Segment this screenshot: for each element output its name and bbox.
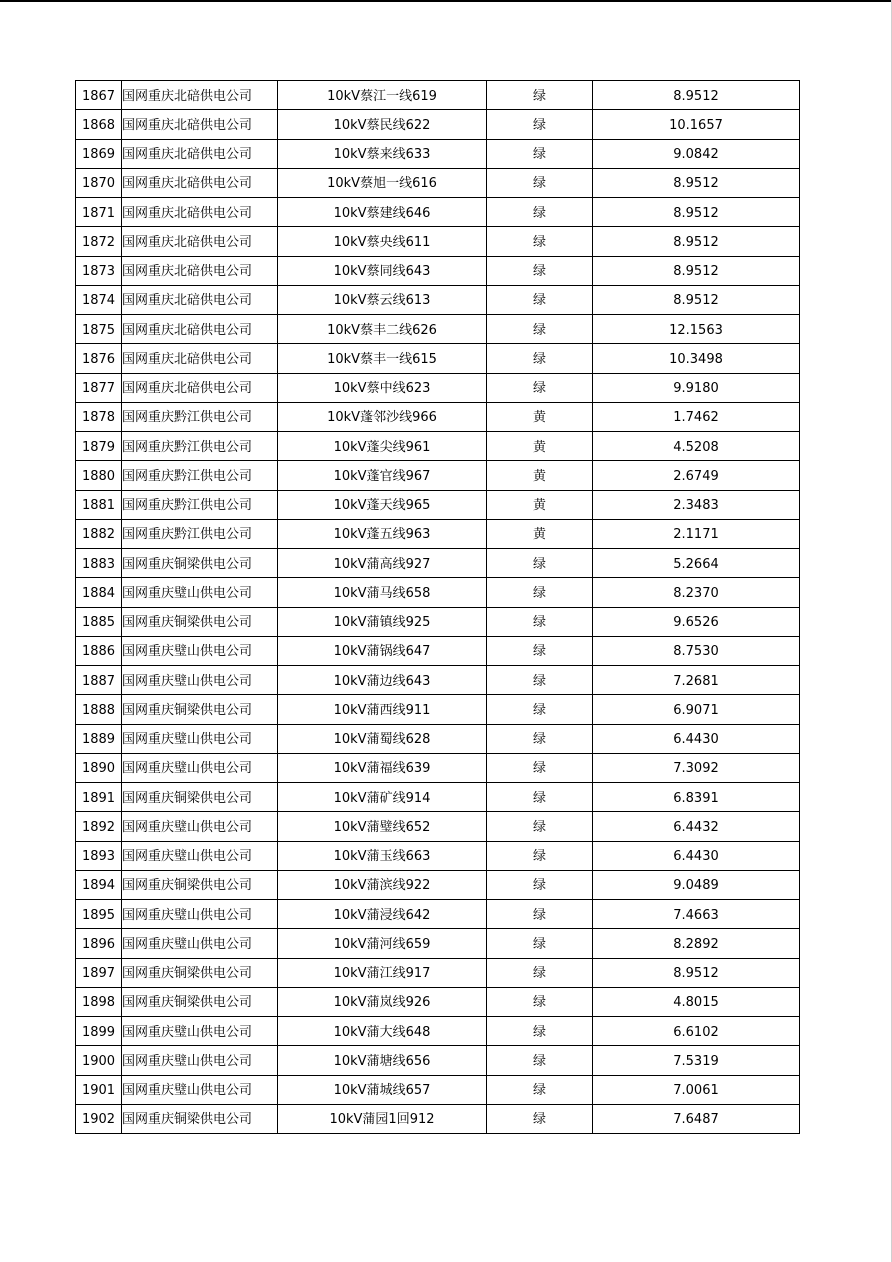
table-row bbox=[76, 549, 800, 578]
status-color: 绿 bbox=[487, 900, 593, 929]
line-name: 10kV蒲西线911 bbox=[278, 695, 487, 724]
company-name: 国网重庆铜梁供电公司 bbox=[122, 695, 278, 724]
line-name: 10kV蒲大线648 bbox=[278, 1017, 487, 1046]
company-name: 国网重庆北碚供电公司 bbox=[122, 139, 278, 168]
status-color: 绿 bbox=[487, 841, 593, 870]
line-name: 10kV蓬尖线961 bbox=[278, 432, 487, 461]
table-row bbox=[76, 929, 800, 958]
line-name: 10kV蔡民线622 bbox=[278, 110, 487, 139]
value-cell: 8.9512 bbox=[593, 958, 800, 987]
table-row bbox=[76, 81, 800, 110]
table-row bbox=[76, 432, 800, 461]
value-cell: 6.8391 bbox=[593, 783, 800, 812]
row-number: 1896 bbox=[76, 929, 122, 958]
status-color: 绿 bbox=[487, 110, 593, 139]
line-name: 10kV蒲江线917 bbox=[278, 958, 487, 987]
value-cell: 9.0489 bbox=[593, 870, 800, 899]
row-number: 1895 bbox=[76, 900, 122, 929]
line-name: 10kV蒲玉线663 bbox=[278, 841, 487, 870]
line-name: 10kV蓬天线965 bbox=[278, 490, 487, 519]
line-name: 10kV蒲璧线652 bbox=[278, 812, 487, 841]
value-cell: 10.1657 bbox=[593, 110, 800, 139]
status-color: 绿 bbox=[487, 870, 593, 899]
row-number: 1894 bbox=[76, 870, 122, 899]
row-number: 1890 bbox=[76, 753, 122, 782]
row-number: 1892 bbox=[76, 812, 122, 841]
value-cell: 8.9512 bbox=[593, 81, 800, 110]
company-name: 国网重庆铜梁供电公司 bbox=[122, 607, 278, 636]
table-row bbox=[76, 753, 800, 782]
row-number: 1901 bbox=[76, 1075, 122, 1104]
row-number: 1877 bbox=[76, 373, 122, 402]
value-cell: 7.5319 bbox=[593, 1046, 800, 1075]
status-color: 绿 bbox=[487, 1104, 593, 1133]
table-row bbox=[76, 402, 800, 431]
company-name: 国网重庆璧山供电公司 bbox=[122, 1017, 278, 1046]
row-number: 1871 bbox=[76, 198, 122, 227]
row-number: 1886 bbox=[76, 636, 122, 665]
line-name: 10kV蔡央线611 bbox=[278, 227, 487, 256]
value-cell: 8.7530 bbox=[593, 636, 800, 665]
value-cell: 8.9512 bbox=[593, 168, 800, 197]
company-name: 国网重庆铜梁供电公司 bbox=[122, 1104, 278, 1133]
feeder-table-body bbox=[76, 81, 800, 1134]
row-number: 1875 bbox=[76, 315, 122, 344]
table-row bbox=[76, 724, 800, 753]
value-cell: 7.2681 bbox=[593, 666, 800, 695]
company-name: 国网重庆璧山供电公司 bbox=[122, 724, 278, 753]
line-name: 10kV蒲锅线647 bbox=[278, 636, 487, 665]
company-name: 国网重庆北碚供电公司 bbox=[122, 227, 278, 256]
line-name: 10kV蒲马线658 bbox=[278, 578, 487, 607]
company-name: 国网重庆璧山供电公司 bbox=[122, 1075, 278, 1104]
company-name: 国网重庆璧山供电公司 bbox=[122, 841, 278, 870]
table-row bbox=[76, 900, 800, 929]
company-name: 国网重庆黔江供电公司 bbox=[122, 461, 278, 490]
line-name: 10kV蔡来线633 bbox=[278, 139, 487, 168]
line-name: 10kV蒲城线657 bbox=[278, 1075, 487, 1104]
value-cell: 7.4663 bbox=[593, 900, 800, 929]
table-row bbox=[76, 666, 800, 695]
line-name: 10kV蓬五线963 bbox=[278, 519, 487, 548]
company-name: 国网重庆北碚供电公司 bbox=[122, 198, 278, 227]
status-color: 绿 bbox=[487, 753, 593, 782]
status-color: 黄 bbox=[487, 519, 593, 548]
row-number: 1888 bbox=[76, 695, 122, 724]
table-row bbox=[76, 812, 800, 841]
status-color: 绿 bbox=[487, 607, 593, 636]
value-cell: 6.4432 bbox=[593, 812, 800, 841]
row-number: 1887 bbox=[76, 666, 122, 695]
line-name: 10kV蔡丰二线626 bbox=[278, 315, 487, 344]
table-row bbox=[76, 1046, 800, 1075]
status-color: 绿 bbox=[487, 578, 593, 607]
status-color: 绿 bbox=[487, 1017, 593, 1046]
table-row bbox=[76, 987, 800, 1016]
company-name: 国网重庆璧山供电公司 bbox=[122, 929, 278, 958]
table-row bbox=[76, 256, 800, 285]
value-cell: 2.1171 bbox=[593, 519, 800, 548]
value-cell: 6.9071 bbox=[593, 695, 800, 724]
page-top-border bbox=[0, 0, 892, 2]
value-cell: 8.2892 bbox=[593, 929, 800, 958]
company-name: 国网重庆北碚供电公司 bbox=[122, 344, 278, 373]
value-cell: 5.2664 bbox=[593, 549, 800, 578]
row-number: 1897 bbox=[76, 958, 122, 987]
status-color: 绿 bbox=[487, 139, 593, 168]
table-row bbox=[76, 461, 800, 490]
status-color: 绿 bbox=[487, 198, 593, 227]
line-name: 10kV蒲浸线642 bbox=[278, 900, 487, 929]
company-name: 国网重庆铜梁供电公司 bbox=[122, 958, 278, 987]
row-number: 1883 bbox=[76, 549, 122, 578]
row-number: 1869 bbox=[76, 139, 122, 168]
company-name: 国网重庆铜梁供电公司 bbox=[122, 870, 278, 899]
status-color: 绿 bbox=[487, 724, 593, 753]
company-name: 国网重庆黔江供电公司 bbox=[122, 490, 278, 519]
line-name: 10kV蒲高线927 bbox=[278, 549, 487, 578]
company-name: 国网重庆北碚供电公司 bbox=[122, 315, 278, 344]
value-cell: 4.5208 bbox=[593, 432, 800, 461]
table-row bbox=[76, 1104, 800, 1133]
table-row bbox=[76, 110, 800, 139]
line-name: 10kV蔡中线623 bbox=[278, 373, 487, 402]
status-color: 绿 bbox=[487, 1046, 593, 1075]
line-name: 10kV蒲岚线926 bbox=[278, 987, 487, 1016]
status-color: 绿 bbox=[487, 227, 593, 256]
table-row bbox=[76, 636, 800, 665]
company-name: 国网重庆北碚供电公司 bbox=[122, 285, 278, 314]
table-row bbox=[76, 519, 800, 548]
table-row bbox=[76, 841, 800, 870]
value-cell: 8.2370 bbox=[593, 578, 800, 607]
row-number: 1882 bbox=[76, 519, 122, 548]
status-color: 绿 bbox=[487, 344, 593, 373]
value-cell: 9.9180 bbox=[593, 373, 800, 402]
value-cell: 2.6749 bbox=[593, 461, 800, 490]
row-number: 1898 bbox=[76, 987, 122, 1016]
status-color: 绿 bbox=[487, 958, 593, 987]
value-cell: 4.8015 bbox=[593, 987, 800, 1016]
table-row bbox=[76, 783, 800, 812]
line-name: 10kV蔡建线646 bbox=[278, 198, 487, 227]
row-number: 1893 bbox=[76, 841, 122, 870]
status-color: 绿 bbox=[487, 636, 593, 665]
table-row bbox=[76, 227, 800, 256]
table-row bbox=[76, 315, 800, 344]
table-row bbox=[76, 578, 800, 607]
row-number: 1884 bbox=[76, 578, 122, 607]
value-cell: 1.7462 bbox=[593, 402, 800, 431]
line-name: 10kV蒲滨线922 bbox=[278, 870, 487, 899]
value-cell: 10.3498 bbox=[593, 344, 800, 373]
status-color: 黄 bbox=[487, 402, 593, 431]
status-color: 黄 bbox=[487, 490, 593, 519]
value-cell: 7.3092 bbox=[593, 753, 800, 782]
company-name: 国网重庆黔江供电公司 bbox=[122, 432, 278, 461]
table-row bbox=[76, 168, 800, 197]
line-name: 10kV蒲福线639 bbox=[278, 753, 487, 782]
value-cell: 9.0842 bbox=[593, 139, 800, 168]
line-name: 10kV蒲河线659 bbox=[278, 929, 487, 958]
status-color: 绿 bbox=[487, 168, 593, 197]
table-row bbox=[76, 373, 800, 402]
value-cell: 7.6487 bbox=[593, 1104, 800, 1133]
line-name: 10kV蒲矿线914 bbox=[278, 783, 487, 812]
table-row bbox=[76, 344, 800, 373]
value-cell: 6.4430 bbox=[593, 724, 800, 753]
table-row bbox=[76, 139, 800, 168]
company-name: 国网重庆铜梁供电公司 bbox=[122, 783, 278, 812]
table-row bbox=[76, 285, 800, 314]
company-name: 国网重庆北碚供电公司 bbox=[122, 168, 278, 197]
row-number: 1889 bbox=[76, 724, 122, 753]
company-name: 国网重庆北碚供电公司 bbox=[122, 373, 278, 402]
value-cell: 2.3483 bbox=[593, 490, 800, 519]
line-name: 10kV蒲镇线925 bbox=[278, 607, 487, 636]
row-number: 1876 bbox=[76, 344, 122, 373]
company-name: 国网重庆北碚供电公司 bbox=[122, 256, 278, 285]
company-name: 国网重庆北碚供电公司 bbox=[122, 110, 278, 139]
status-color: 黄 bbox=[487, 461, 593, 490]
value-cell: 6.4430 bbox=[593, 841, 800, 870]
line-name: 10kV蔡江一线619 bbox=[278, 81, 487, 110]
table-row bbox=[76, 870, 800, 899]
status-color: 黄 bbox=[487, 432, 593, 461]
status-color: 绿 bbox=[487, 81, 593, 110]
company-name: 国网重庆璧山供电公司 bbox=[122, 636, 278, 665]
row-number: 1902 bbox=[76, 1104, 122, 1133]
status-color: 绿 bbox=[487, 315, 593, 344]
company-name: 国网重庆璧山供电公司 bbox=[122, 900, 278, 929]
value-cell: 7.0061 bbox=[593, 1075, 800, 1104]
table-row bbox=[76, 198, 800, 227]
status-color: 绿 bbox=[487, 812, 593, 841]
line-name: 10kV蒲蜀线628 bbox=[278, 724, 487, 753]
status-color: 绿 bbox=[487, 285, 593, 314]
value-cell: 9.6526 bbox=[593, 607, 800, 636]
status-color: 绿 bbox=[487, 549, 593, 578]
line-name: 10kV蒲边线643 bbox=[278, 666, 487, 695]
company-name: 国网重庆铜梁供电公司 bbox=[122, 987, 278, 1016]
row-number: 1900 bbox=[76, 1046, 122, 1075]
value-cell: 8.9512 bbox=[593, 256, 800, 285]
status-color: 绿 bbox=[487, 929, 593, 958]
status-color: 绿 bbox=[487, 256, 593, 285]
row-number: 1880 bbox=[76, 461, 122, 490]
company-name: 国网重庆璧山供电公司 bbox=[122, 753, 278, 782]
table-row bbox=[76, 695, 800, 724]
line-name: 10kV蒲塘线656 bbox=[278, 1046, 487, 1075]
table-row bbox=[76, 1075, 800, 1104]
row-number: 1878 bbox=[76, 402, 122, 431]
table-row bbox=[76, 958, 800, 987]
line-name: 10kV蒲园1回912 bbox=[278, 1104, 487, 1133]
status-color: 绿 bbox=[487, 666, 593, 695]
company-name: 国网重庆璧山供电公司 bbox=[122, 812, 278, 841]
row-number: 1873 bbox=[76, 256, 122, 285]
row-number: 1874 bbox=[76, 285, 122, 314]
value-cell: 8.9512 bbox=[593, 227, 800, 256]
table-row bbox=[76, 607, 800, 636]
line-name: 10kV蔡丰一线615 bbox=[278, 344, 487, 373]
row-number: 1885 bbox=[76, 607, 122, 636]
status-color: 绿 bbox=[487, 695, 593, 724]
table-row bbox=[76, 1017, 800, 1046]
company-name: 国网重庆璧山供电公司 bbox=[122, 1046, 278, 1075]
status-color: 绿 bbox=[487, 987, 593, 1016]
feeder-table bbox=[75, 80, 800, 1134]
value-cell: 6.6102 bbox=[593, 1017, 800, 1046]
value-cell: 8.9512 bbox=[593, 198, 800, 227]
row-number: 1879 bbox=[76, 432, 122, 461]
value-cell: 12.1563 bbox=[593, 315, 800, 344]
row-number: 1868 bbox=[76, 110, 122, 139]
row-number: 1872 bbox=[76, 227, 122, 256]
company-name: 国网重庆璧山供电公司 bbox=[122, 578, 278, 607]
company-name: 国网重庆黔江供电公司 bbox=[122, 402, 278, 431]
company-name: 国网重庆璧山供电公司 bbox=[122, 666, 278, 695]
row-number: 1891 bbox=[76, 783, 122, 812]
company-name: 国网重庆北碚供电公司 bbox=[122, 81, 278, 110]
line-name: 10kV蔡旭一线616 bbox=[278, 168, 487, 197]
row-number: 1867 bbox=[76, 81, 122, 110]
line-name: 10kV蔡同线643 bbox=[278, 256, 487, 285]
line-name: 10kV蓬邻沙线966 bbox=[278, 402, 487, 431]
table-row bbox=[76, 490, 800, 519]
row-number: 1899 bbox=[76, 1017, 122, 1046]
line-name: 10kV蓬官线967 bbox=[278, 461, 487, 490]
status-color: 绿 bbox=[487, 373, 593, 402]
line-name: 10kV蔡云线613 bbox=[278, 285, 487, 314]
company-name: 国网重庆黔江供电公司 bbox=[122, 519, 278, 548]
row-number: 1870 bbox=[76, 168, 122, 197]
status-color: 绿 bbox=[487, 1075, 593, 1104]
status-color: 绿 bbox=[487, 783, 593, 812]
row-number: 1881 bbox=[76, 490, 122, 519]
company-name: 国网重庆铜梁供电公司 bbox=[122, 549, 278, 578]
value-cell: 8.9512 bbox=[593, 285, 800, 314]
